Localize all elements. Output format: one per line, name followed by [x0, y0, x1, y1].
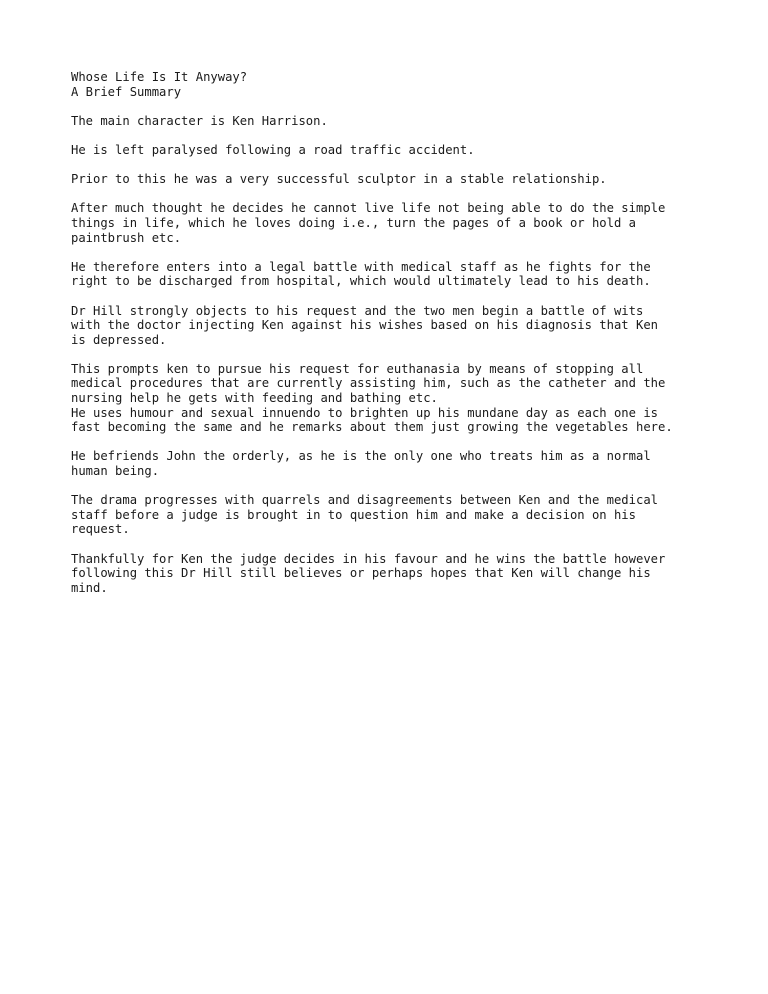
paragraph-john-orderly: He befriends John the orderly, as he is the only one who treats him as a normal human being. — [71, 449, 651, 479]
document-subtitle: A Brief Summary — [71, 84, 182, 99]
document-title: Whose Life Is It Anyway? — [71, 70, 248, 84]
paragraph-sculptor: Prior to this he was a very successful sculptor in a stable relationship. — [71, 172, 607, 187]
paragraph-dr-hill: Dr Hill strongly objects to his request and the two men begin a battle of wits with the doctor injecting Ken against his wishes based on his diagnosis that Ken is depressed. — [71, 303, 658, 347]
paragraph-humour: He uses humour and sexual innuendo to brighten up his mundane day as each one is fast becoming the same and he remarks about them just growing the vegetables here. — [71, 405, 673, 435]
document-page — [71, 70, 731, 595]
paragraph-main-character: The main character is Ken Harrison. — [71, 113, 328, 128]
paragraph-euthanasia: This prompts ken to pursue his request for euthanasia by means of stopping all medical procedures that are currently assisting him, such as the catheter and the nursing help he gets with feeding and bathing etc. — [71, 361, 666, 406]
paragraph-drama-judge: The drama progresses with quarrels and disagreements between Ken and the medical staff before a judge is brought in to question him and make a decision on his request. — [71, 493, 658, 537]
paragraph-conclusion: Thankfully for Ken the judge decides in his favour and he wins the battle however following this Dr Hill still believes or perhaps hopes that Ken will change his mind. — [71, 551, 666, 595]
paragraph-accident: He is left paralysed following a road traffic accident. — [71, 142, 475, 157]
paragraph-legal-battle: He therefore enters into a legal battle with medical staff as he fights for the right to be discharged from hospital, which would ultimately lead to his death. — [71, 259, 651, 289]
paragraph-decision: After much thought he decides he cannot live life not being able to do the simple things in life, which he loves doing i.e., turn the pages of a book or hold a paintbrush etc. — [71, 201, 666, 245]
